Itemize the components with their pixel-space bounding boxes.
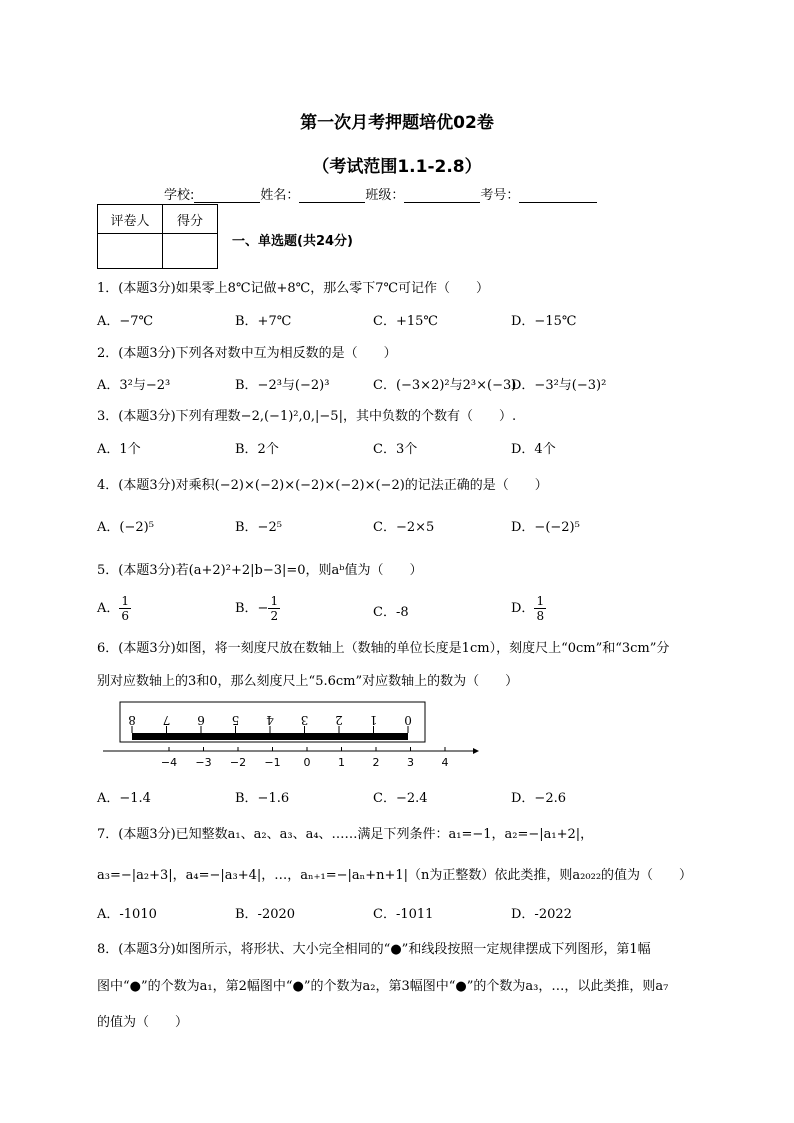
axis-label: −4 [160,756,178,769]
q4-option-b[interactable]: B．−2⁵ [235,520,282,535]
ruler-label: 2 [335,713,343,727]
q6-option-d[interactable]: D．−2.6 [511,791,566,806]
q2-option-a[interactable]: A．3²与−2³ [97,378,171,393]
ruler-bar [132,733,408,740]
school-label: 学校: [164,188,195,203]
q1-option-a[interactable]: A．−7℃ [97,314,154,329]
q3-option-a[interactable]: A．1个 [97,442,141,457]
class-blank[interactable] [404,188,480,203]
axis-ticks [161,747,449,769]
q5-frac-a-num: 1 [121,594,130,608]
score-cell[interactable] [163,234,218,269]
q6-option-a[interactable]: A．−1.4 [97,791,151,806]
school-blank[interactable] [194,188,260,203]
axis-label: −1 [264,756,281,769]
q5-frac-b-den: 2 [270,609,279,623]
section-heading: 一、单选题(共24分) [232,234,353,249]
q5-frac-d [534,594,546,623]
axis-label: 4 [441,756,449,769]
q5-option-c[interactable]: C．-8 [373,605,409,620]
name-label: 姓名： [260,188,300,203]
question-3: 3．(本题3分)下列有理数−2,(−1)²,0,|−5|，其中负数的个数有（ ）. [97,409,517,424]
q5-option-d-label: D． [511,601,535,616]
axis-label: 1 [338,756,345,769]
q5-frac-b-num: 1 [270,594,279,608]
ruler-labels [128,713,412,733]
q1-option-b[interactable]: B．+7℃ [235,314,292,329]
question-6-line-1: 6．(本题3分)如图，将一刻度尺放在数轴上（数轴的单位长度是1cm），刻度尺上“0cm”和“3cm”分 [97,641,670,656]
grade-table [97,204,218,269]
ruler-label: 8 [128,713,136,727]
q3-option-b[interactable]: B．2个 [235,442,279,457]
q7-option-d[interactable]: D．-2022 [511,907,572,922]
question-7-line-2: a₃=−|a₂+3|，a₄=−|a₃+4|，…，aₙ₊₁=−|aₙ+n+1|（n为正整数）依此类推，则a₂₀₂₂的值为（ ） [97,868,693,883]
ruler-number-line-figure [95,700,485,774]
q7-option-c[interactable]: C．-1011 [373,907,434,922]
q5-option-d[interactable] [511,594,546,623]
question-7-line-1: 7．(本题3分)已知整数a₁、a₂、a₃、a₄、……满足下列条件：a₁=−1，a₂=−|a₁+2|， [97,827,594,842]
q3-option-d[interactable]: D．4个 [511,442,556,457]
page-subtitle: （考试范围1.1-2.8） [312,157,482,177]
q5-frac-d-den: 8 [536,609,545,623]
q5-frac-d-num: 1 [536,594,545,608]
q2-option-b[interactable]: B．−2³与(−2)³ [235,378,330,393]
q1-option-c[interactable]: C．+15℃ [373,314,438,329]
info-line [164,184,597,203]
ruler-label: 0 [404,713,412,727]
q4-option-c[interactable]: C．−2×5 [373,520,435,535]
ruler-label: 1 [369,713,378,727]
number-label: 考号： [480,188,520,203]
q2-option-c[interactable]: C．(−3×2)²与2³×(−3) [373,378,517,393]
axis-label: 3 [407,756,414,769]
ruler-label: 6 [197,713,205,727]
q5-frac-b [268,594,280,623]
axis-arrow [473,748,479,754]
question-4: 4．(本题3分)对乘积(−2)×(−2)×(−2)×(−2)×(−2)的记法正确的是（ ） [97,478,548,493]
q4-option-d[interactable]: D．−(−2)⁵ [511,520,580,535]
page-title: 第一次月考押题培优02卷 [300,113,494,133]
ruler-label: 4 [266,713,274,727]
q5-option-a-label: A． [97,601,120,616]
axis-label: −2 [229,756,247,769]
ruler-label: 5 [231,713,240,727]
question-8-line-3: 的值为（ ） [97,1015,189,1030]
question-6-line-2: 别对应数轴上的3和0，那么刻度尺上“5.6cm”对应数轴上的数为（ ） [97,674,519,689]
q4-option-a[interactable]: A．(−2)⁵ [97,520,154,535]
grader-header: 评卷人 [98,205,163,234]
q5-option-b-label: B．− [235,601,269,616]
class-label: 班级： [365,188,405,203]
axis-label: −3 [195,756,212,769]
axis-label: 2 [372,756,380,769]
number-blank[interactable] [519,188,597,203]
q7-option-a[interactable]: A．-1010 [97,907,157,922]
q5-frac-a [119,594,131,623]
ruler-label: 3 [300,713,309,727]
q5-frac-a-den: 6 [121,609,130,623]
ruler-label: 7 [162,713,171,727]
q5-option-b[interactable] [235,594,280,623]
q6-option-c[interactable]: C．−2.4 [373,791,428,806]
question-8-line-2: 图中“●”的个数为a₁，第2幅图中“●”的个数为a₂，第3幅图中“●”的个数为a₃，…，以此类推，则a₇ [97,979,669,994]
question-2: 2．(本题3分)下列各对数中互为相反数的是（ ） [97,346,397,361]
q2-option-d[interactable]: D．−3²与(−3)² [511,378,607,393]
name-blank[interactable] [299,188,365,203]
question-8-line-1: 8．(本题3分)如图所示，将形状、大小完全相同的“●”和线段按照一定规律摆成下列图形，第1幅 [97,942,651,957]
q3-option-c[interactable]: C．3个 [373,442,418,457]
grader-cell[interactable] [98,234,163,269]
q6-option-b[interactable]: B．−1.6 [235,791,290,806]
question-1: 1．(本题3分)如果零上8℃记做+8℃，那么零下7℃可记作（ ） [97,281,490,296]
q1-option-d[interactable]: D．−15℃ [511,314,577,329]
score-header: 得分 [163,205,218,234]
axis-label: 0 [303,756,311,769]
q7-option-b[interactable]: B．-2020 [235,907,296,922]
question-5: 5．(本题3分)若(a+2)²+2|b−3|=0，则aᵇ值为（ ） [97,563,423,578]
q5-option-a[interactable] [97,594,131,623]
